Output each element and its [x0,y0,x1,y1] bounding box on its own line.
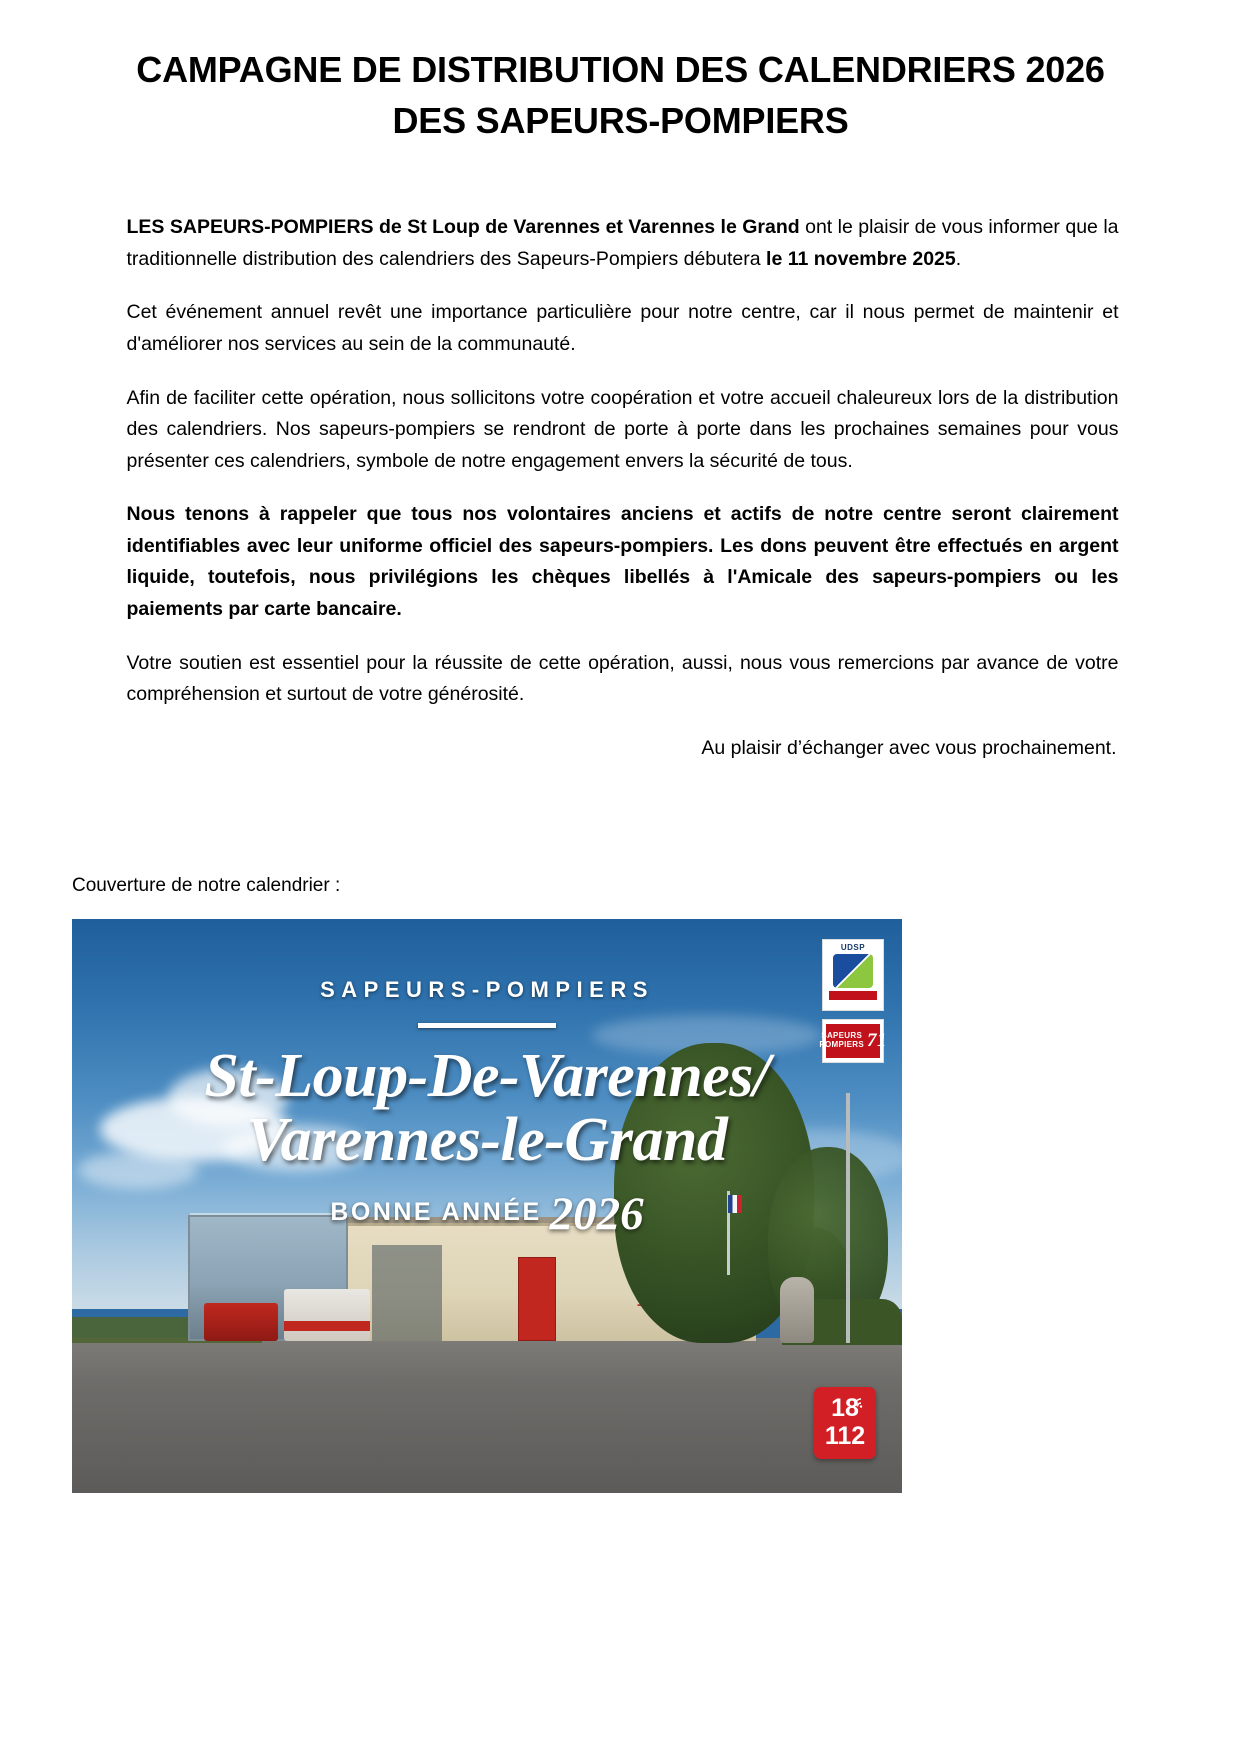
sdis71-logo-label: SAPEURS POMPIERS [819,1031,865,1049]
fire-truck-white [284,1289,370,1341]
fire-truck-red [204,1303,278,1341]
cover-title-line-2: Varennes-le-Grand [246,1105,728,1174]
cover-greeting-text: BONNE ANNÉE [330,1197,542,1226]
document-body [123,146,1119,764]
udsp-logo-mark-icon [833,954,873,988]
paragraph-closing: Au plaisir d’échanger avec vous prochainement. [701,736,1117,759]
page-title-line-2: DES SAPEURS-POMPIERS [392,100,849,142]
cover-divider-rule [418,1023,556,1028]
emergency-number-badge [814,1387,876,1459]
cover-caption: Couverture de notre calendrier : [72,875,341,897]
tarmac-ground [72,1338,902,1493]
sdis71-logo-inner [819,1024,887,1058]
cover-year: 2026 [549,1187,644,1240]
cover-kicker-sapeurs-pompiers: SAPEURS-POMPIERS [320,976,654,1002]
udsp-logo [822,939,884,1011]
signal-wave-icon [853,1396,867,1410]
roadside-statue [780,1277,814,1343]
cover-title-line-1: St-Loup-De-Varennes/ [204,1041,770,1110]
bay-opening [372,1245,442,1341]
udsp-logo-label: UDSP [840,942,866,952]
paragraph-importance: Cet événement annuel revêt une importance particulière pour notre centre, car il nous permet de maintenir et d'améliorer nos services au sein de la communauté. [126,301,1119,355]
distribution-start-date: le 11 novembre 2025 [766,247,956,270]
paragraph-operation: Afin de faciliter cette opération, nous sollicitons votre coopération et votre accueil chaleureux lors de la distribution des calendriers. Nos sapeurs-pompiers se rendront de porte à porte dans les prochaines semaines pour vous présenter ces calendriers, symbole de notre engagement envers la sécurité de tous. [126,386,1119,472]
page-title [0,0,1241,146]
sdis71-logo [819,1019,887,1063]
cover-greeting [72,1187,902,1241]
paragraph-thanks: Votre soutien est essentiel pour la réussite de cette opération, aussi, nous vous remercions par avance de votre compréhension et surtout de votre générosité. [126,651,1119,706]
paragraph-intro-end: . [955,247,962,270]
paragraph-identification-notice: Nous tenons à rappeler que tous nos volontaires anciens et actifs de notre centre seront clairement identifiables avec leur uniforme officiel des sapeurs-pompiers. Les dons peuvent être effectués en argent liquide, toutefois, nous privilégions les chèques libellés à l'Amicale des sapeurs-pompiers ou les paiements par carte bancaire. [126,503,1119,620]
emergency-number-18: 18 [831,1394,859,1423]
emergency-number-112: 112 [824,1422,866,1451]
paragraph-intro-lead: LES SAPEURS-POMPIERS de St Loup de Varennes et Varennes le Grand [126,216,800,239]
calendar-cover-image [72,919,902,1493]
red-entrance-door [518,1257,556,1341]
udsp-logo-footer-bar [829,991,877,1000]
paragraph-intro [127,212,1119,275]
sdis71-department-number: 71 [867,1029,887,1051]
page-title-line-1: CAMPAGNE DE DISTRIBUTION DES CALENDRIERS 2026 [136,49,1105,90]
paragraph-intro-middle: ont le plaisir de vous informer que la traditionnelle distribution des calendriers des Sapeurs-Pompiers débutera [126,216,1119,270]
